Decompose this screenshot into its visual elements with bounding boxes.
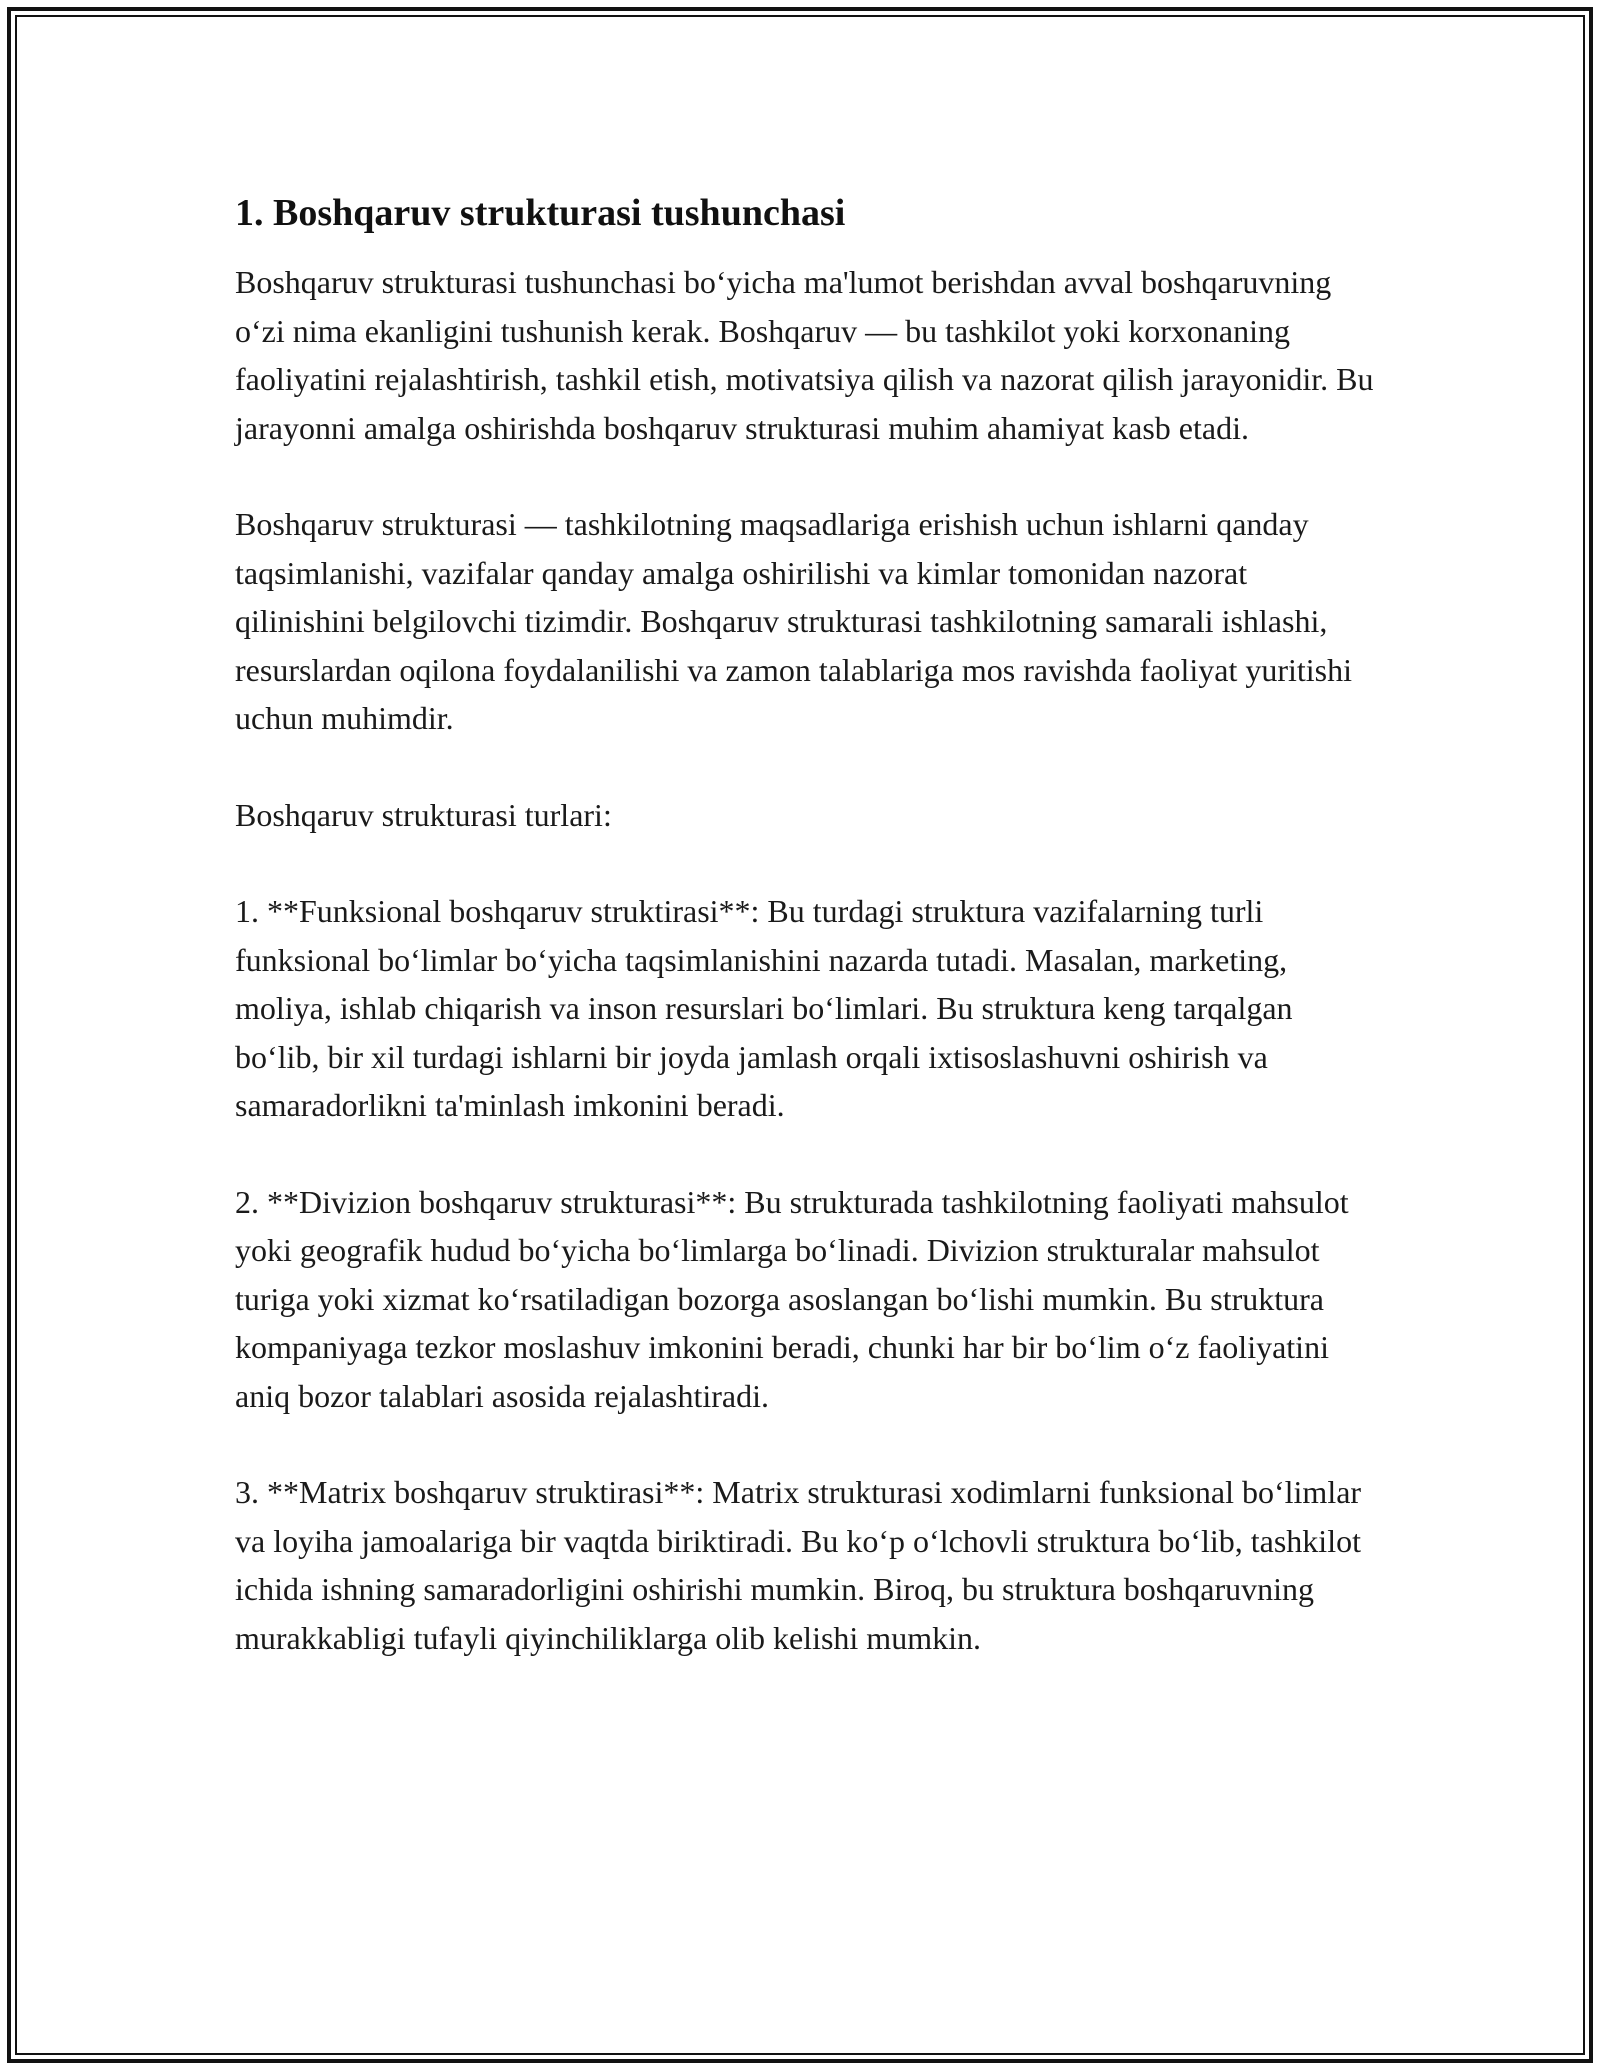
- paragraph-intro: Boshqaruv strukturasi tushunchasi bo‘yicha ma'lumot berishdan avval boshqaruvning o‘zi nima ekanligini tushunish kerak. Boshqaruv — bu tashkilot yoki korxonaning faoliyatini rejalashtirish, tashkil etish, motivatsiya qilish va nazorat qilish jarayonidir. Bu jarayonni amalga oshirishda boshqaruv strukturasi muhim ahamiyat kasb etadi.: [235, 264, 1374, 446]
- paragraph-matrix-structure: 3. **Matrix boshqaruv struktirasi**: Matrix strukturasi xodimlarni funksional bo‘limlar va loyiha jamoalariga bir vaqtda biriktiradi. Bu ko‘p o‘lchovli struktura bo‘lib, tashkilot ichida ishning samaradorligini oshirishi mumkin. Biroq, bu struktura boshqaruvning murakkabligi tufayli qiyinchiliklarga olib kelishi mumkin.: [235, 1474, 1362, 1656]
- document-body: [235, 186, 1375, 1710]
- paragraph-definition: Boshqaruv strukturasi — tashkilotning maqsadlariga erishish uchun ishlarni qanday taqsimlanishi, vazifalar qanday amalga oshirilishi va kimlar tomonidan nazorat qilinishini belgilovchi tizimdir. Boshqaruv strukturasi tashkilotning samarali ishlashi, resurslardan oqilona foydalanilishi va zamon talablariga mos ravishda faoliyat yuritishi uchun muhimdir.: [235, 506, 1353, 736]
- section-title: 1. Boshqaruv strukturasi tushunchasi: [235, 192, 846, 234]
- paragraph-functional-structure: 1. **Funksional boshqaruv struktirasi**: Bu turdagi struktura vazifalarning turli funksional bo‘limlar bo‘yicha taqsimlanishini nazarda tutadi. Masalan, marketing, moliya, ishlab chiqarish va inson resurslari bo‘limlari. Bu struktura keng tarqalgan bo‘lib, bir xil turdagi ishlarni bir joyda jamlash orqali ixtisoslashuvni oshirish va samaradorlikni ta'minlash imkonini beradi.: [235, 893, 1293, 1123]
- paragraph-divisional-structure: 2. **Divizion boshqaruv strukturasi**: Bu strukturada tashkilotning faoliyati mahsulot yoki geografik hudud bo‘yicha bo‘limlarga bo‘linadi. Divizion strukturalar mahsulot turiga yoki xizmat ko‘rsatiladigan bozorga asoslangan bo‘lishi mumkin. Bu struktura kompaniyaga tezkor moslashuv imkonini beradi, chunki har bir bo‘lim o‘z faoliyatini aniq bozor talablari asosida rejalashtiradi.: [235, 1183, 1349, 1414]
- paragraph-types-heading: Boshqaruv strukturasi turlari:: [235, 796, 612, 833]
